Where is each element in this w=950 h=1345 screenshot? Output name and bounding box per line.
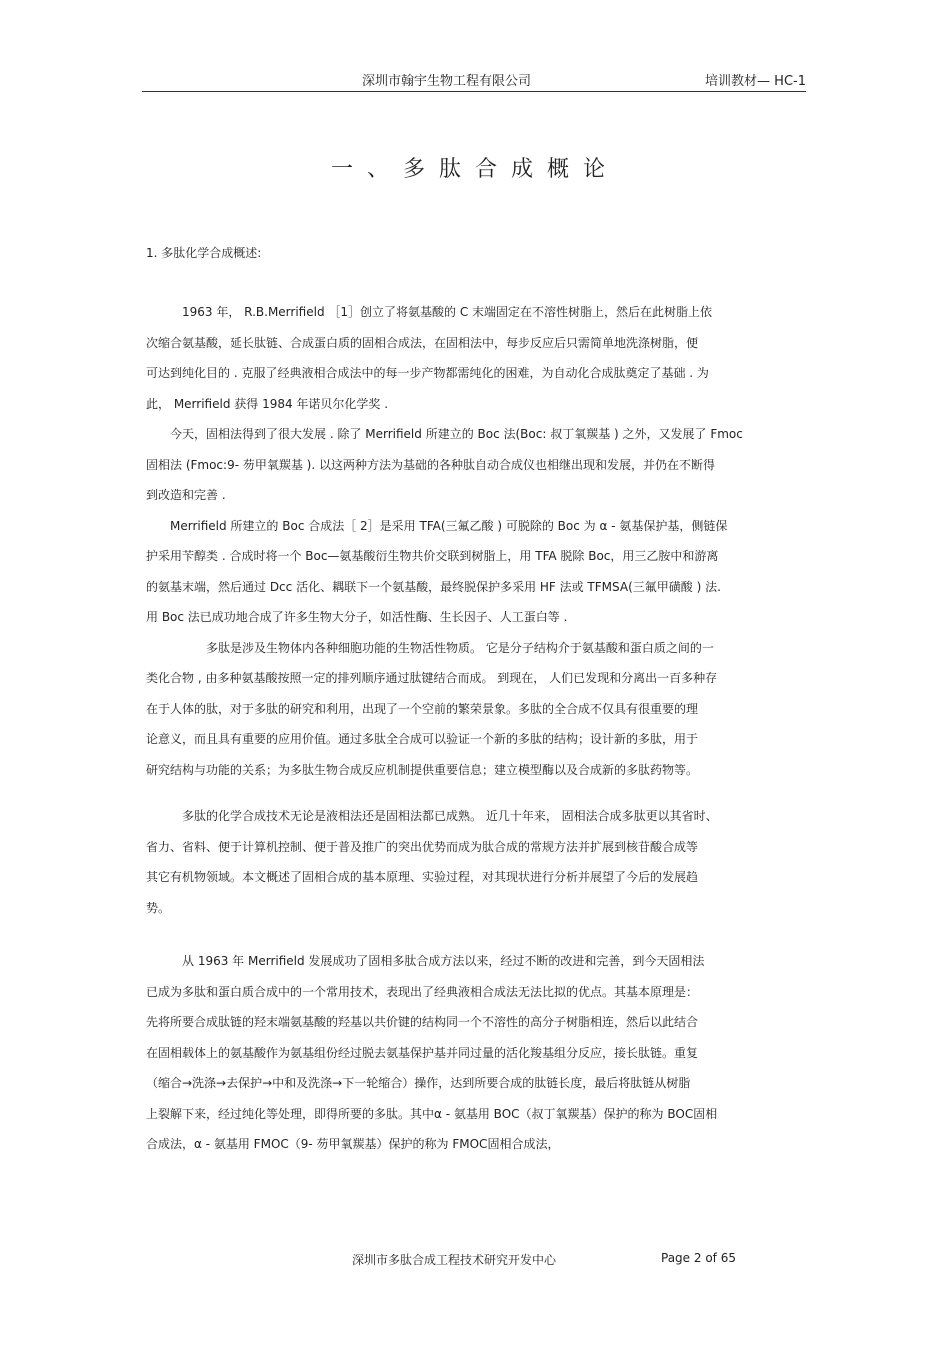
text-line: 多肽是涉及生物体内各种细胞功能的生物活性物质。 它是分子结构介于氨基酸和蛋白质之间的一 xyxy=(146,640,714,655)
page-header xyxy=(142,70,806,92)
text-line: 先将所要合成肽链的羟末端氨基酸的羟基以共价键的结构同一个不溶性的高分子树脂相连，然后以此结合 xyxy=(146,1015,699,1029)
text-line: 到改造和完善 . xyxy=(146,488,226,502)
footer-page-number: Page 2 of 65 xyxy=(661,1251,736,1265)
text-line: 可达到纯化目的 . 克服了经典液相合成法中的每一步产物都需纯化的困难，为自动化合成肽奠定了基础 . 为 xyxy=(146,366,709,380)
text-line: 用 Boc 法已成功地合成了许多生物大分子，如活性酶、生长因子、人工蛋白等 . xyxy=(146,610,568,624)
text-line: 此， Merrifield 获得 1984 年诺贝尔化学奖 . xyxy=(146,396,389,411)
text-line: Merrifield 所建立的 Boc 合成法［ 2］是采用 TFA(三氟乙酸 ) 可脱除的 Boc 为 α - 氨基保护基，侧链保 xyxy=(146,518,728,533)
text-line: 研究结构与功能的关系；为多肽生物合成反应机制提供重要信息；建立模型酶以及合成新的多肽药物等。 xyxy=(146,762,699,777)
header-divider xyxy=(142,91,806,92)
header-company: 深圳市翰宇生物工程有限公司 xyxy=(362,74,532,89)
header-manual-label: 培训教材— HC-1 xyxy=(705,74,806,89)
text-line: 的氨基末端，然后通过 Dcc 活化、耦联下一个氨基酸，最终脱保护多采用 HF 法或 TFMSA(三氟甲磺酸 ) 法. xyxy=(146,579,721,594)
paragraph xyxy=(146,946,810,1160)
text-line: 多肽的化学合成技术无论是液相法还是固相法都已成熟。 近几十年来， 固相法合成多肽更以其省时、 xyxy=(146,809,718,823)
text-line: 其它有机物领域。本文概述了固相合成的基本原理、实验过程，对其现状进行分析并展望了今后的发展趋 xyxy=(146,870,699,884)
text-line: 固相法 (Fmoc:9- 芴甲氧羰基 ). 以这两种方法为基础的各种肽自动合成仪也相继出现和发展，并仍在不断得 xyxy=(146,457,715,472)
text-line: 上裂解下来，经过纯化等处理，即得所要的多肽。其中α - 氨基用 BOC（叔丁氧羰基）保护的称为 BOC固相 xyxy=(146,1106,718,1121)
text-line: （缩合→洗涤→去保护→中和及洗涤→下一轮缩合）操作，达到所要合成的肽链长度，最后将肽链从树脂 xyxy=(146,1076,691,1090)
footer-organization: 深圳市多肽合成工程技术研究开发中心 xyxy=(352,1253,557,1267)
page-title: 一、多肽合成概论 xyxy=(330,157,619,182)
text-line: 次缩合氨基酸，延长肽链、合成蛋白质的固相合成法，在固相法中，每步反应后只需简单地洗涤树脂，便 xyxy=(146,335,699,350)
text-line: 在固相载体上的氨基酸作为氨基组份经过脱去氨基保护基并同过量的活化羧基组分反应，接长肽链。重复 xyxy=(146,1045,699,1060)
text-line: 类化合物 , 由多种氨基酸按照一定的排列顺序通过肽键结合而成。 到现在， 人们已发现和分离出一百多种存 xyxy=(146,671,718,685)
text-line: 今天，固相法得到了很大发展 . 除了 Merrifield 所建立的 Boc 法(Boc: 叔丁氧羰基 ) 之外，又发展了 Fmoc xyxy=(146,427,743,441)
text-line: 势。 xyxy=(146,900,171,915)
text-line: 护采用苄醇类 . 合成时将一个 Boc—氨基酸衍生物共价交联到树脂上，用 TFA 脱除 Boc，用三乙胺中和游离 xyxy=(146,549,719,563)
text-line: 已成为多肽和蛋白质合成中的一个常用技术，表现出了经典液相合成法无法比拟的优点。其基本原理是： xyxy=(146,984,699,999)
text-line: 1963 年， R.B.Merrifield ［1］创立了将氨基酸的 C 末端固定在不溶性树脂上，然后在此树脂上依 xyxy=(146,305,713,319)
text-line: 省力、省料、便于计算机控制、便于普及推广的突出优势而成为肽合成的常规方法并扩展到核苷酸合成等 xyxy=(146,839,699,854)
section-heading: 1. 多肽化学合成概述: xyxy=(146,246,262,260)
text-line: 从 1963 年 Merrifield 发展成功了固相多肽合成方法以来，经过不断的改进和完善，到今天固相法 xyxy=(146,954,705,968)
text-line: 在于人体的肽，对于多肽的研究和利用，出现了一个空前的繁荣景象。多肽的全合成不仅具有很重要的理 xyxy=(146,701,699,716)
text-line: 合成法，α - 氨基用 FMOC（9- 芴甲氧羰基）保护的称为 FMOC固相合成法， xyxy=(146,1137,560,1151)
text-line: 论意义，而且具有重要的应用价值。通过多肽全合成可以验证一个新的多肽的结构；设计新的多肽，用于 xyxy=(146,732,699,746)
paragraph xyxy=(146,297,810,785)
paragraph xyxy=(146,801,810,923)
